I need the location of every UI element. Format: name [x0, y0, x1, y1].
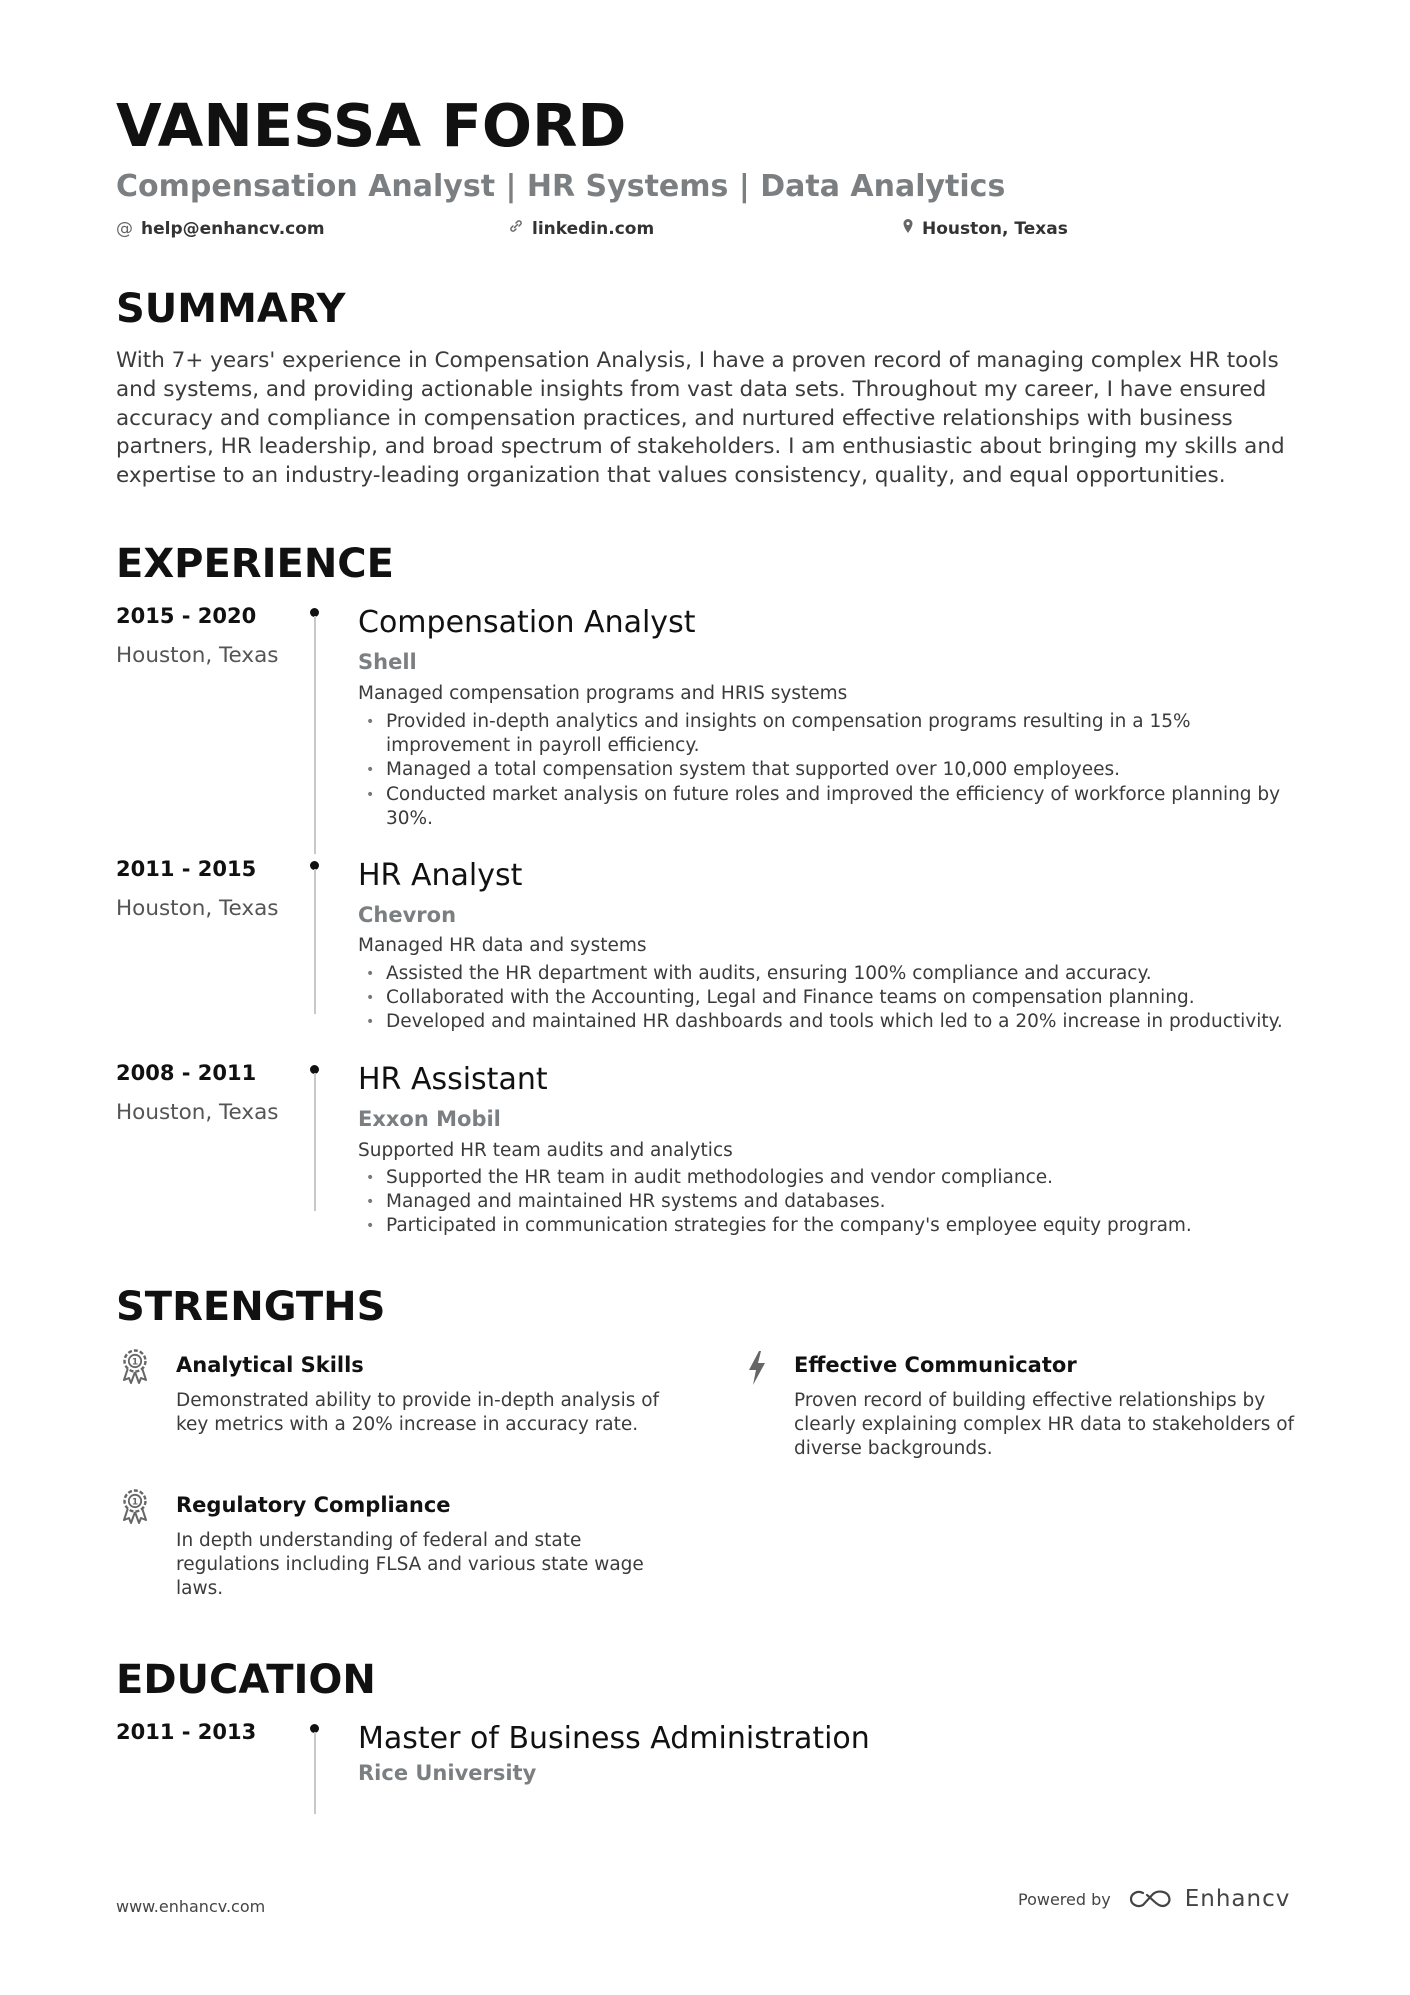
list-item: • Managed and maintained HR systems and databases. — [358, 1190, 1318, 1214]
job-company: Chevron — [358, 903, 457, 927]
list-item: • Participated in communication strategies for the company's employee equity program. — [358, 1214, 1318, 1238]
award-ribbon-icon — [120, 1488, 154, 1528]
strength-description: In depth understanding of federal and state regulations including FLSA and various state wage laws. — [176, 1530, 644, 1600]
footer-website[interactable]: www.enhancv.com — [116, 1897, 266, 1916]
job-description: Supported HR team audits and analytics — [358, 1140, 733, 1161]
at-icon: @ — [116, 219, 133, 239]
summary-text: With 7+ years' experience in Compensation Analysis, I have a proven record of managing complex HR tools and systems, and providing actionable insights from vast data sets. Throughout my career, I have ensured accuracy and compliance in compensation practices, and nurtured effective relationships with business partners, HR leadership, and broad spectrum of stakeholders. I am enthusiastic about bringing my skills and expertise to an industry-leading organization that values consistency, quality, and equal opportunities. — [116, 348, 1285, 489]
enhancv-logo-icon — [1129, 1888, 1175, 1910]
list-item: • Developed and maintained HR dashboards and tools which led to a 20% increase in productivity. — [358, 1010, 1318, 1034]
strength-title: Analytical Skills — [176, 1353, 364, 1377]
list-item: • Provided in-depth analytics and insights on compensation programs resulting in a 15% improvement in payroll efficiency. — [358, 710, 1318, 758]
education-heading: EDUCATION — [116, 1657, 376, 1703]
job-company: Shell — [358, 650, 417, 674]
strength-description: Proven record of building effective relationships by clearly explaining complex HR data to stakeholders of diverse backgrounds. — [794, 1390, 1295, 1460]
experience-heading: EXPERIENCE — [116, 541, 394, 587]
timeline-line — [314, 1073, 316, 1211]
job-bullets — [358, 962, 1318, 1035]
job-title: HR Analyst — [358, 858, 523, 893]
list-item: • Supported the HR team in audit methodologies and vendor compliance. — [358, 1166, 1318, 1190]
timeline-line — [314, 1732, 316, 1814]
job-location: Houston, Texas — [116, 643, 279, 668]
candidate-tagline: Compensation Analyst | HR Systems | Data Analytics — [116, 169, 1006, 204]
list-item: • Managed a total compensation system that supported over 10,000 employees. — [358, 758, 1318, 782]
job-description: Managed compensation programs and HRIS systems — [358, 683, 848, 704]
footer-branding[interactable] — [1018, 1886, 1290, 1912]
svg-text:1: 1 — [131, 1497, 139, 1508]
powered-by-label: Powered by — [1018, 1889, 1111, 1909]
timeline-line — [314, 869, 316, 1014]
job-company: Exxon Mobil — [358, 1107, 501, 1131]
job-bullets — [358, 1166, 1318, 1239]
job-title: HR Assistant — [358, 1062, 548, 1097]
education-degree: Master of Business Administration — [358, 1721, 870, 1756]
job-location: Houston, Texas — [116, 896, 279, 921]
brand-logo — [1129, 1886, 1291, 1912]
location-pin-icon — [902, 218, 914, 240]
timeline-line — [314, 616, 316, 854]
award-ribbon-icon — [120, 1348, 154, 1388]
strength-title: Effective Communicator — [794, 1353, 1077, 1377]
link-icon — [508, 218, 524, 240]
job-title: Compensation Analyst — [358, 605, 696, 640]
brand-name: Enhancv — [1184, 1886, 1291, 1912]
svg-text:1: 1 — [131, 1357, 139, 1368]
contact-linkedin[interactable] — [508, 218, 654, 240]
strength-title: Regulatory Compliance — [176, 1493, 451, 1517]
contact-email[interactable] — [116, 218, 325, 240]
job-dates: 2008 - 2011 — [116, 1061, 257, 1085]
candidate-name: VANESSA FORD — [116, 91, 627, 160]
contact-location — [902, 218, 1068, 240]
strength-description: Demonstrated ability to provide in-depth analysis of key metrics with a 20% increase in accuracy rate. — [176, 1390, 660, 1436]
job-dates: 2011 - 2015 — [116, 857, 257, 881]
education-dates: 2011 - 2013 — [116, 1720, 257, 1744]
contact-email-text: help@enhancv.com — [141, 219, 325, 239]
lightning-bolt-icon — [746, 1350, 780, 1390]
job-dates: 2015 - 2020 — [116, 604, 257, 628]
strengths-heading: STRENGTHS — [116, 1284, 386, 1330]
list-item: • Collaborated with the Accounting, Legal and Finance teams on compensation planning. — [358, 986, 1318, 1010]
list-item: • Assisted the HR department with audits, ensuring 100% compliance and accuracy. — [358, 962, 1318, 986]
job-description: Managed HR data and systems — [358, 935, 647, 956]
summary-heading: SUMMARY — [116, 286, 346, 332]
list-item: • Conducted market analysis on future roles and improved the efficiency of workforce planning by 30%. — [358, 783, 1318, 831]
education-school: Rice University — [358, 1761, 537, 1785]
contact-linkedin-text: linkedin.com — [532, 219, 655, 239]
job-bullets — [358, 710, 1318, 831]
contact-location-text: Houston, Texas — [922, 219, 1068, 239]
job-location: Houston, Texas — [116, 1100, 279, 1125]
